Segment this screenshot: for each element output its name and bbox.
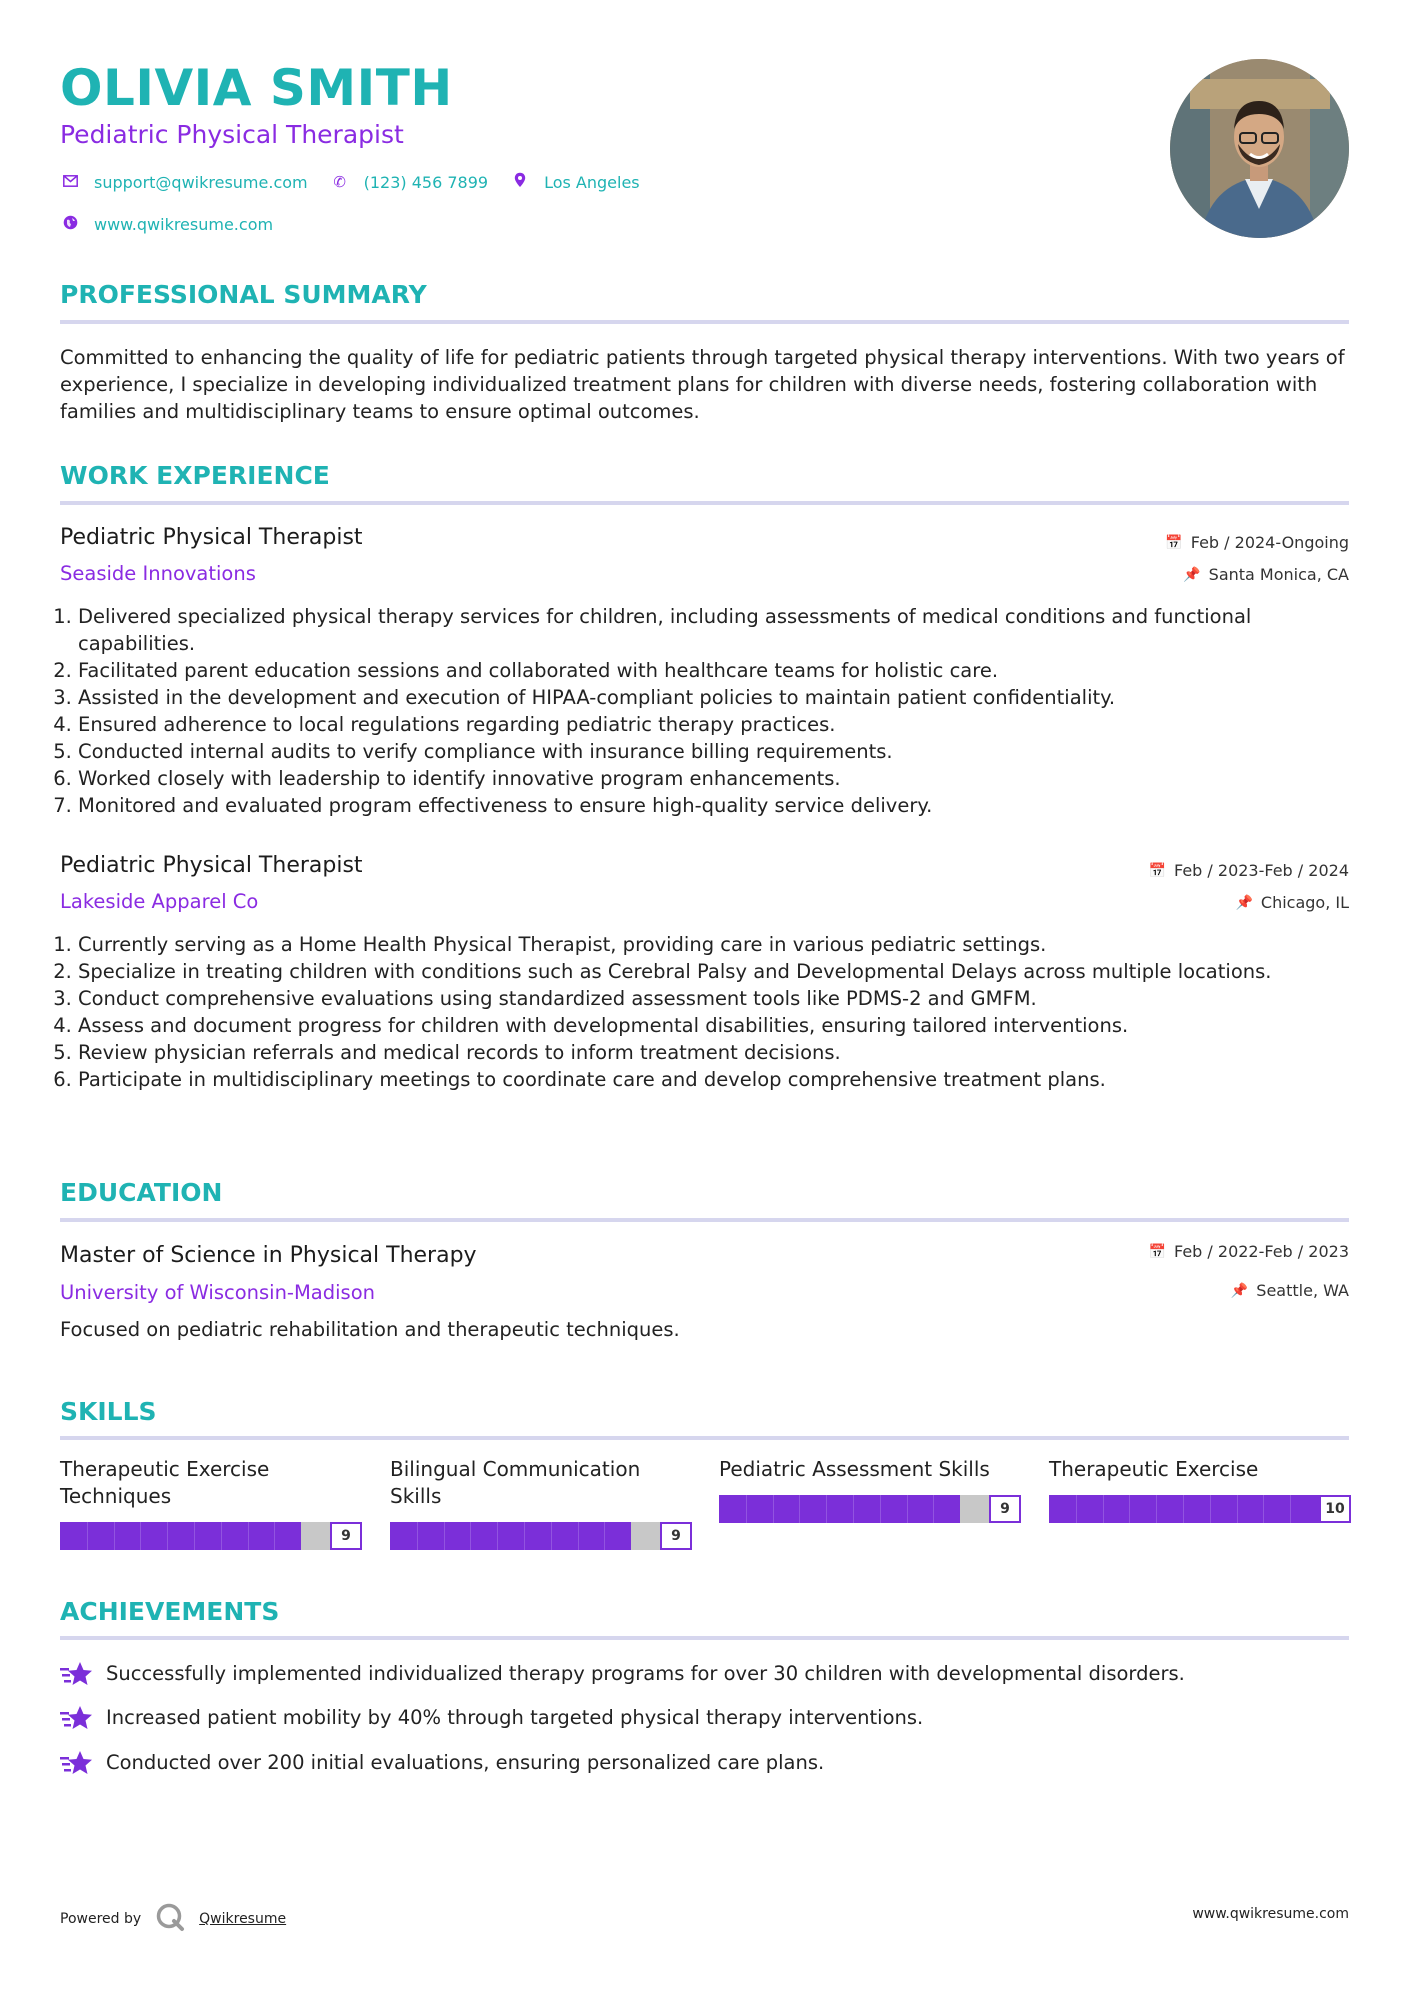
list-item: 4. Ensured adherence to local regulations regarding pediatric therapy practices. [78,711,1367,738]
education-heading: EDUCATION [60,1178,223,1207]
list-item: 7. Monitored and evaluated program effectiveness to ensure high-quality service delivery. [78,792,1367,819]
skill-name: Bilingual Communication Skills [390,1457,641,1508]
job-2-bullets [60,931,1367,1093]
contact-website[interactable] [60,215,273,234]
footer-website[interactable]: www.qwikresume.com [1192,1906,1349,1922]
job-2-company: Lakeside Apparel Co [60,890,259,913]
skill-bar [390,1522,690,1550]
job-1-location [1183,565,1349,585]
list-item: 5. Review physician referrals and medical records to inform treatment decisions. [78,1039,1367,1066]
job-1-bullets [60,603,1367,819]
education-description: Focused on pediatric rehabilitation and therapeutic techniques. [60,1318,680,1341]
experience-divider [60,501,1349,505]
skill-item [1049,1456,1349,1517]
skill-bar-segment [1156,1495,1157,1523]
list-item: 6. Worked closely with leadership to identify innovative program enhancements. [78,765,1367,792]
calendar-icon: 📅 [1148,863,1166,879]
resume-page [60,0,1349,1990]
skill-bar-segment [1237,1495,1238,1523]
calendar-icon: 📅 [1165,535,1183,551]
experience-heading: WORK EXPERIENCE [60,461,330,490]
achievement-text: Successfully implemented individualized therapy programs for over 30 children with developmental disorders. [106,1662,1185,1685]
achievement-text: Increased patient mobility by 40% through targeted physical therapy interventions. [106,1706,924,1729]
achievements-divider [60,1636,1349,1640]
star-icon [60,1704,94,1732]
skill-bar-segment [551,1522,552,1550]
skill-bar-segment [578,1522,579,1550]
skill-bar-segment [87,1522,88,1550]
list-item: 3. Conduct comprehensive evaluations using standardized assessment tools like PDMS-2 and GMFM. [78,985,1367,1012]
summary-heading: PROFESSIONAL SUMMARY [60,280,427,309]
pushpin-icon: 📌 [1230,1283,1249,1299]
education-dates [1149,1242,1349,1262]
summary-divider [60,320,1349,324]
education-divider [60,1218,1349,1222]
skill-bar-segment [497,1522,498,1550]
job-1-dates-text: Feb / 2024-Ongoing [1190,533,1349,552]
skill-bar-segment [1263,1495,1264,1523]
skill-item [60,1456,360,1544]
skill-bar [1049,1495,1349,1523]
skill-bar-fill [719,1495,960,1523]
job-1-dates [1165,533,1349,553]
contact-email[interactable] [60,173,308,192]
job-2-dates-text: Feb / 2023-Feb / 2024 [1174,861,1349,880]
skill-bar-segment [1183,1495,1184,1523]
list-item: 3. Assisted in the development and execution of HIPAA-compliant policies to maintain patient confidentiality. [78,684,1367,711]
skill-item [719,1456,1019,1517]
envelope-icon [60,173,80,191]
skill-bar-segment [604,1522,605,1550]
achievement-item [60,1749,824,1777]
job-2-location [1235,893,1349,913]
education-school: University of Wisconsin-Madison [60,1281,375,1304]
skill-bar-fill [390,1522,631,1550]
achievement-text: Conducted over 200 initial evaluations, ensuring personalized care plans. [106,1751,825,1774]
education-location [1231,1281,1349,1301]
skill-bar-segment [933,1495,934,1523]
skill-bar-segment [417,1522,418,1550]
profile-photo [1170,59,1349,238]
skill-bar-segment [221,1522,222,1550]
powered-by-label: Powered by [60,1911,142,1927]
skill-bar-segment [524,1522,525,1550]
skill-bar-segment [880,1495,881,1523]
calendar-icon: 📅 [1148,1244,1166,1260]
contact-location [510,172,640,192]
skill-bar-segment [1210,1495,1211,1523]
skill-bar-segment [470,1522,471,1550]
list-item: 6. Participate in multidisciplinary meetings to coordinate care and develop comprehensive treatment plans. [78,1066,1367,1093]
globe-icon [60,215,80,234]
skill-bar-segment [1103,1495,1104,1523]
phone-text: (123) 456 7899 [363,172,489,192]
phone-icon: ✆ [333,173,346,191]
education-location-text: Seattle, WA [1256,1281,1349,1300]
pushpin-icon: 📌 [1235,895,1253,911]
skills-heading: SKILLS [60,1397,157,1426]
skill-bar-segment [274,1522,275,1550]
education-degree: Master of Science in Physical Therapy [60,1243,477,1268]
skill-bar-segment [444,1522,445,1550]
achievement-item [60,1704,923,1732]
skill-bar-segment [248,1522,249,1550]
skill-level-badge: 10 [1319,1495,1351,1523]
skill-bar-segment [853,1495,854,1523]
skill-item [390,1456,690,1544]
website-text: www.qwikresume.com [94,215,274,234]
skill-level-badge: 9 [660,1522,692,1550]
contact-row-1 [60,172,662,192]
skill-name: Therapeutic Exercise [1049,1457,1259,1481]
skill-bar-segment [1129,1495,1130,1523]
skills-divider [60,1436,1349,1440]
summary-text: Committed to enhancing the quality of life for pediatric patients through targeted physical therapy interventions. With two years of experience, I specialize in developing individualized treatment plans for children with diverse needs, fostering collaboration with families and multidisciplinary teams to ensure optimal outcomes. [60,346,1345,423]
skill-name: Therapeutic Exercise Techniques [60,1457,270,1508]
education-dates-text: Feb / 2022-Feb / 2023 [1174,1242,1349,1261]
location-text: Los Angeles [544,172,640,192]
job-1-company: Seaside Innovations [60,562,256,585]
map-pin-icon [510,172,530,192]
skill-bar-segment [799,1495,800,1523]
qwikresume-link[interactable]: Qwikresume [199,1911,287,1927]
list-item: 2. Facilitated parent education sessions and collaborated with healthcare teams for holistic care. [78,657,1367,684]
skill-bar-segment [1290,1495,1291,1523]
star-icon [60,1749,94,1777]
skill-bar-fill [1049,1495,1349,1523]
list-item: 2. Specialize in treating children with conditions such as Cerebral Palsy and Developmental Delays across multiple locations. [78,958,1367,985]
skill-bar-segment [773,1495,774,1523]
qwikresume-logo-icon [155,1902,185,1936]
skill-bar [719,1495,1019,1523]
skill-name: Pediatric Assessment Skills [719,1457,990,1481]
contact-phone[interactable] [330,173,488,192]
skill-bar-segment [167,1522,168,1550]
list-item: 1. Currently serving as a Home Health Physical Therapist, providing care in various pediatric settings. [78,931,1367,958]
skill-bar [60,1522,360,1550]
contact-row-2 [60,215,295,234]
candidate-name: OLIVIA SMITH [60,59,453,117]
achievements-heading: ACHIEVEMENTS [60,1597,280,1626]
footer-powered-by [60,1902,286,1936]
candidate-title: Pediatric Physical Therapist [60,120,404,149]
star-icon [60,1660,94,1688]
skill-bar-segment [746,1495,747,1523]
skill-bar-segment [1076,1495,1077,1523]
skill-bar-fill [60,1522,301,1550]
job-2-location-text: Chicago, IL [1260,893,1349,912]
skill-bar-segment [114,1522,115,1550]
pushpin-icon: 📌 [1183,567,1201,583]
job-1-location-text: Santa Monica, CA [1208,565,1349,584]
achievement-item [60,1660,1185,1688]
skill-bar-segment [907,1495,908,1523]
skill-bar-segment [826,1495,827,1523]
email-text: support@qwikresume.com [94,172,308,192]
job-1-title: Pediatric Physical Therapist [60,525,363,550]
skill-level-badge: 9 [989,1495,1021,1523]
skill-level-badge: 9 [330,1522,362,1550]
job-2-dates [1149,861,1349,881]
skill-bar-segment [140,1522,141,1550]
skill-bar-segment [194,1522,195,1550]
list-item: 1. Delivered specialized physical therapy services for children, including assessments of medical conditions and functional capabilities. [78,603,1367,657]
list-item: 5. Conducted internal audits to verify compliance with insurance billing requirements. [78,738,1367,765]
job-2-title: Pediatric Physical Therapist [60,853,363,878]
list-item: 4. Assess and document progress for children with developmental disabilities, ensuring tailored interventions. [78,1012,1367,1039]
